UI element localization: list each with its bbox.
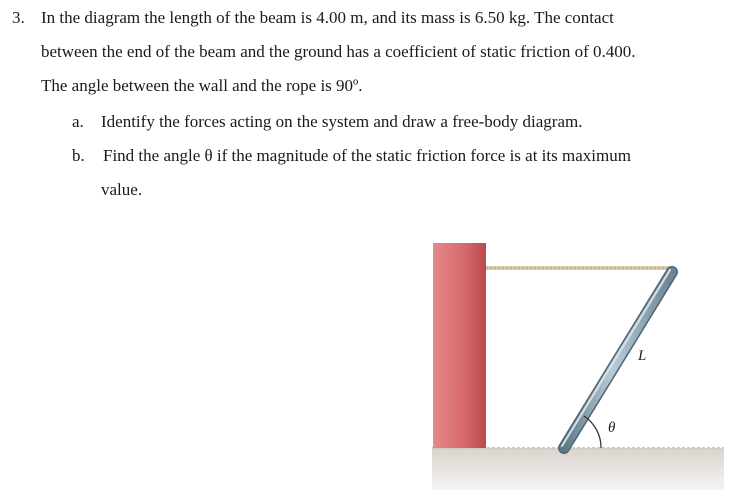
intro-line-2: between the end of the beam and the ground has a coefficient of static friction of 0.400.: [41, 42, 636, 61]
intro-line-3: The angle between the wall and the rope is 90º.: [41, 76, 363, 95]
part-b-label: b.: [72, 146, 85, 165]
problem-number: 3.: [12, 8, 25, 27]
beam-length-label: L: [638, 348, 647, 364]
part-a-text: Identify the forces acting on the system and draw a free-body diagram.: [101, 112, 583, 131]
beam: [562, 270, 672, 448]
part-b-text-1: Find the angle θ if the magnitude of the static friction force is at its maximum: [103, 146, 631, 165]
wall: [433, 243, 486, 448]
part-a-label: a.: [72, 112, 84, 131]
ground: [432, 448, 724, 490]
angle-label: θ: [608, 420, 616, 436]
part-b-text-2: value.: [101, 180, 143, 199]
intro-line-1: In the diagram the length of the beam is 4.00 m, and its mass is 6.50 kg. The contact: [41, 8, 614, 27]
